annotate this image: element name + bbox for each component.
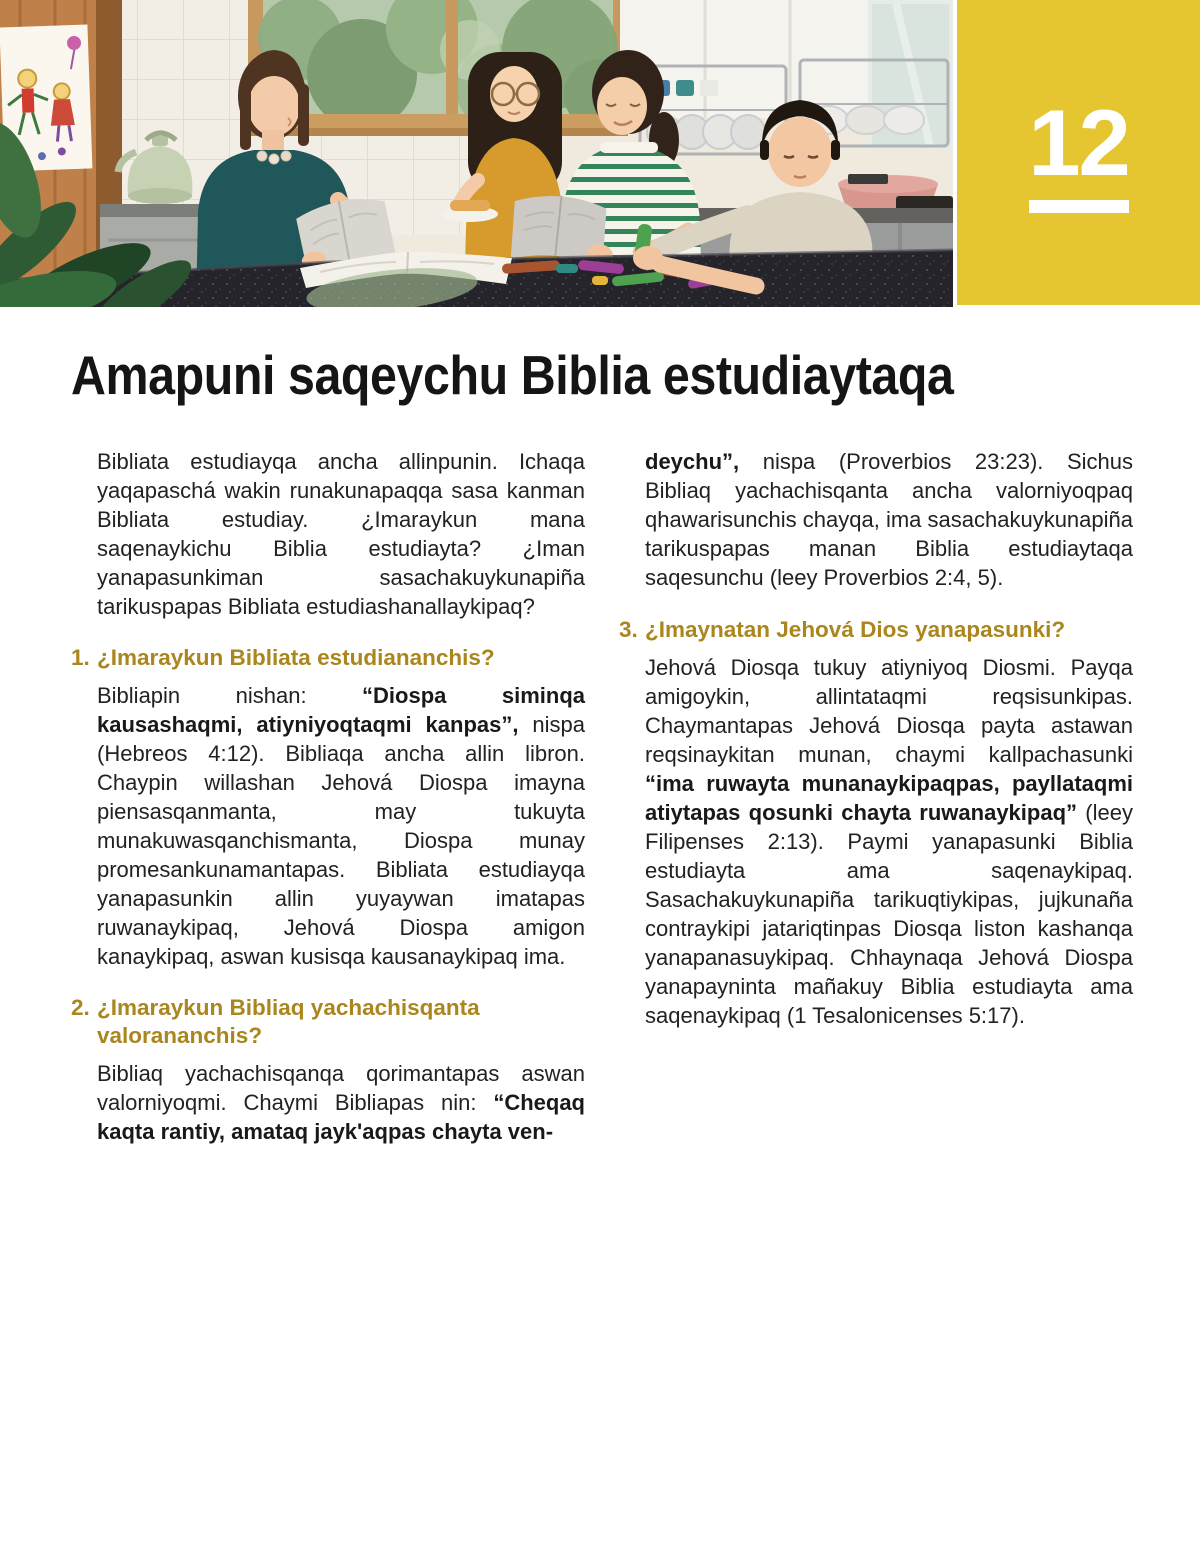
kitchen-scene-illustration xyxy=(0,0,953,307)
section-3-number: 3. xyxy=(619,617,638,642)
section-1-heading-text: ¿Imaraykun Bibliata estudiananchis? xyxy=(97,645,495,670)
section-1-number: 1. xyxy=(71,645,90,670)
section-2-paragraph: Bibliaq yachachisqanqa qorimantapas aswan valorniyoqmi. Chaymi Bibliapas nin: “Cheqaq kaqta rantiy, amataq jayk'aqpas chayta ven- xyxy=(97,1061,585,1144)
section-1-paragraph: Bibliapin nishan: “Diospa siminqa kausashaqmi, atiyniyoqtaqmi kanpas”, nispa (Hebreos 4:12). Bibliaqa ancha allin libron. Chaypin willashan Jehová Diospa imayna piensasqanmanta, may tukuyta munakuwasqanchismanta, Diospa munay promesankunamantapas. Bibliata estudiayqa yanapasunkin allin yuyaywan imatapas ruwanaykipaq, Jehová Diospa amigon kanaykipaq, aswan kusisqa kausanaykipaq ima. xyxy=(97,683,585,969)
body-columns xyxy=(71,447,1133,1146)
right-column xyxy=(619,447,1133,1146)
section-2-heading xyxy=(71,994,585,1050)
section-3-heading-text: ¿Imaynatan Jehová Dios yanapasunki? xyxy=(645,617,1066,642)
section-3-paragraph: Jehová Diosqa tukuy atiyniyoq Diosmi. Payqa amigoykin, allintataqmi reqsisunkipas. Chaymantapas Jehová Diosqa payta astawan reqsinaykitan munan, chaymi kallpachasunki “ima ruwayta munanaykipaqpas, payllataqmi atiytapas qosunki chayta ruwanaykipaq” (leey Filipenses 2:13). Paymi yanapasunki Biblia estudiayta ama saqenaykipaq. Sasachakuykunapiña tarikuqtiykipas, jujkunaña contraykipi jatariqtinpas Diosqa liston kashanqa yanapanasuykipaq. Chhaynaqa Jehová Diospa yanapayninta mañakuy Biblia estudiayta ama saqenaykipaq (1 Tesalonicenses 5:17). xyxy=(645,655,1133,1028)
section-3-heading xyxy=(619,616,1133,644)
header-photo xyxy=(0,0,953,307)
left-column xyxy=(71,447,585,1146)
section-1-heading xyxy=(71,644,585,672)
section-2-number: 2. xyxy=(71,995,90,1020)
intro-paragraph: Bibliata estudiayqa ancha allinpunin. Ichaqa yaqapaschá wakin runakunapaqqa sasa kanman Bibliata estudiay. ¿Imaraykun mana saqenaykichu Biblia estudiayta? ¿Iman yanapasunkiman sasachakuykunapiña tarikuspapas Bibliata estudiashanallaykipaq? xyxy=(97,449,585,619)
section-2-continuation: deychu”, nispa (Proverbios 23:23). Sichus Bibliaq yachachisqanta ancha valorniyoqpaq qhawarisunchis chayqa, ima sasachakuykunapiña tarikuspapas manan Biblia estudiaytaqa saqesunchu (leey Proverbios 2:4, 5). xyxy=(645,449,1133,590)
lesson-number: 12 xyxy=(1028,90,1129,195)
lesson-number-badge xyxy=(957,0,1200,305)
section-2-heading-text: ¿Imaraykun Bibliaq yachachisqanta valorananchis? xyxy=(97,995,480,1048)
page-title: Amapuni saqeychu Biblia estudiaytaqa xyxy=(71,344,954,406)
lesson-number-underline xyxy=(1029,200,1129,213)
